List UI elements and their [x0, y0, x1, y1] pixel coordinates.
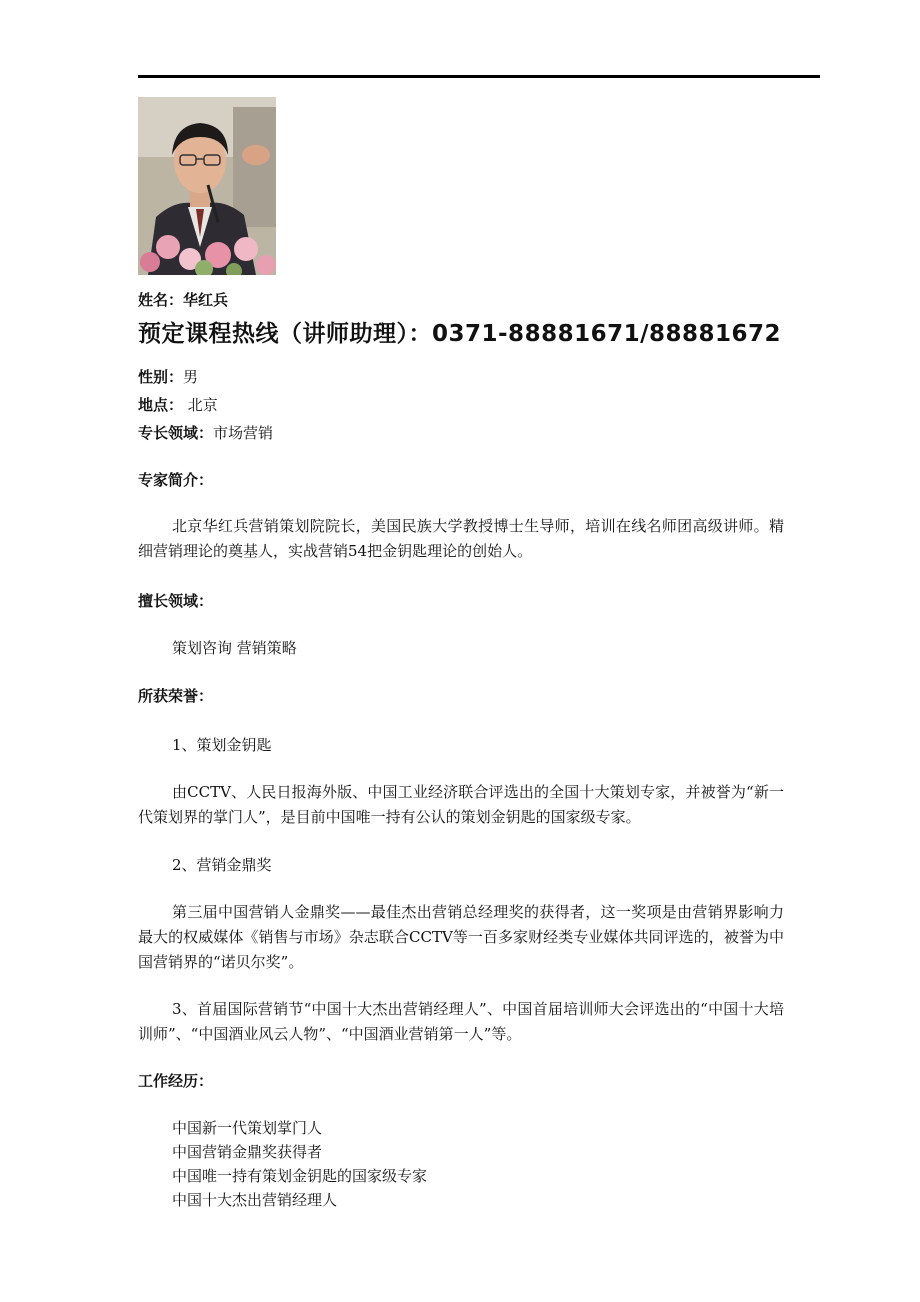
- honor-3-text: 3、首届国际营销节“中国十大杰出营销经理人”、中国首届培训师大会评选出的“中国十大培训师”、“中国酒业风云人物”、“中国酒业营销第一人”等。: [138, 1000, 784, 1043]
- honor-2-title: 2、营销金鼎奖: [172, 856, 272, 874]
- gender-line: [138, 366, 198, 388]
- experience-list: [172, 1116, 427, 1212]
- top-rule: [138, 75, 820, 78]
- honor-1-title: 1、策划金钥匙: [172, 736, 272, 754]
- intro-text: 北京华红兵营销策划院院长，美国民族大学教授博士生导师，培训在线名师团高级讲师。精细营销理论的奠基人，实战营销54把金钥匙理论的创始人。: [138, 517, 784, 560]
- gender-value: 男: [183, 368, 199, 386]
- experience-item: 中国新一代策划掌门人: [172, 1119, 323, 1137]
- name-label: 姓名：: [138, 291, 184, 309]
- location-line: [138, 394, 218, 416]
- location-label: 地点：: [138, 396, 184, 414]
- intro-heading: 专家简介：: [138, 471, 214, 489]
- honors-heading: 所获荣誉：: [138, 687, 214, 705]
- booking-hotline: 预定课程热线（讲师助理）：0371-88881671/88881672: [138, 321, 782, 347]
- name-value: 华红兵: [183, 291, 229, 309]
- gender-label: 性别：: [138, 368, 184, 386]
- speaker-photo: [138, 97, 276, 275]
- location-value: 北京: [183, 396, 218, 414]
- experience-item: 中国唯一持有策划金钥匙的国家级专家: [172, 1167, 428, 1185]
- honor-1-text: 由CCTV、人民日报海外版、中国工业经济联合评选出的全国十大策划专家，并被誉为“新一代策划界的掌门人”，是目前中国唯一持有公认的策划金钥匙的国家级专家。: [138, 783, 784, 826]
- expertise-heading: 擅长领域：: [138, 592, 214, 610]
- specialty-value: 市场营销: [213, 424, 274, 442]
- experience-heading: 工作经历：: [138, 1072, 214, 1090]
- experience-item: 中国十大杰出营销经理人: [172, 1191, 338, 1209]
- specialty-line: [138, 422, 273, 444]
- specialty-label: 专长领域：: [138, 424, 214, 442]
- expertise-text: 策划咨询 营销策略: [172, 639, 297, 657]
- experience-item: 中国营销金鼎奖获得者: [172, 1143, 323, 1161]
- name-line: [138, 289, 228, 311]
- honor-2-text: 第三届中国营销人金鼎奖——最佳杰出营销总经理奖的获得者，这一奖项是由营销界影响力最大的权威媒体《销售与市场》杂志联合CCTV等一百多家财经类专业媒体共同评选的，被誉为中国营销界的“诺贝尔奖”。: [138, 903, 784, 971]
